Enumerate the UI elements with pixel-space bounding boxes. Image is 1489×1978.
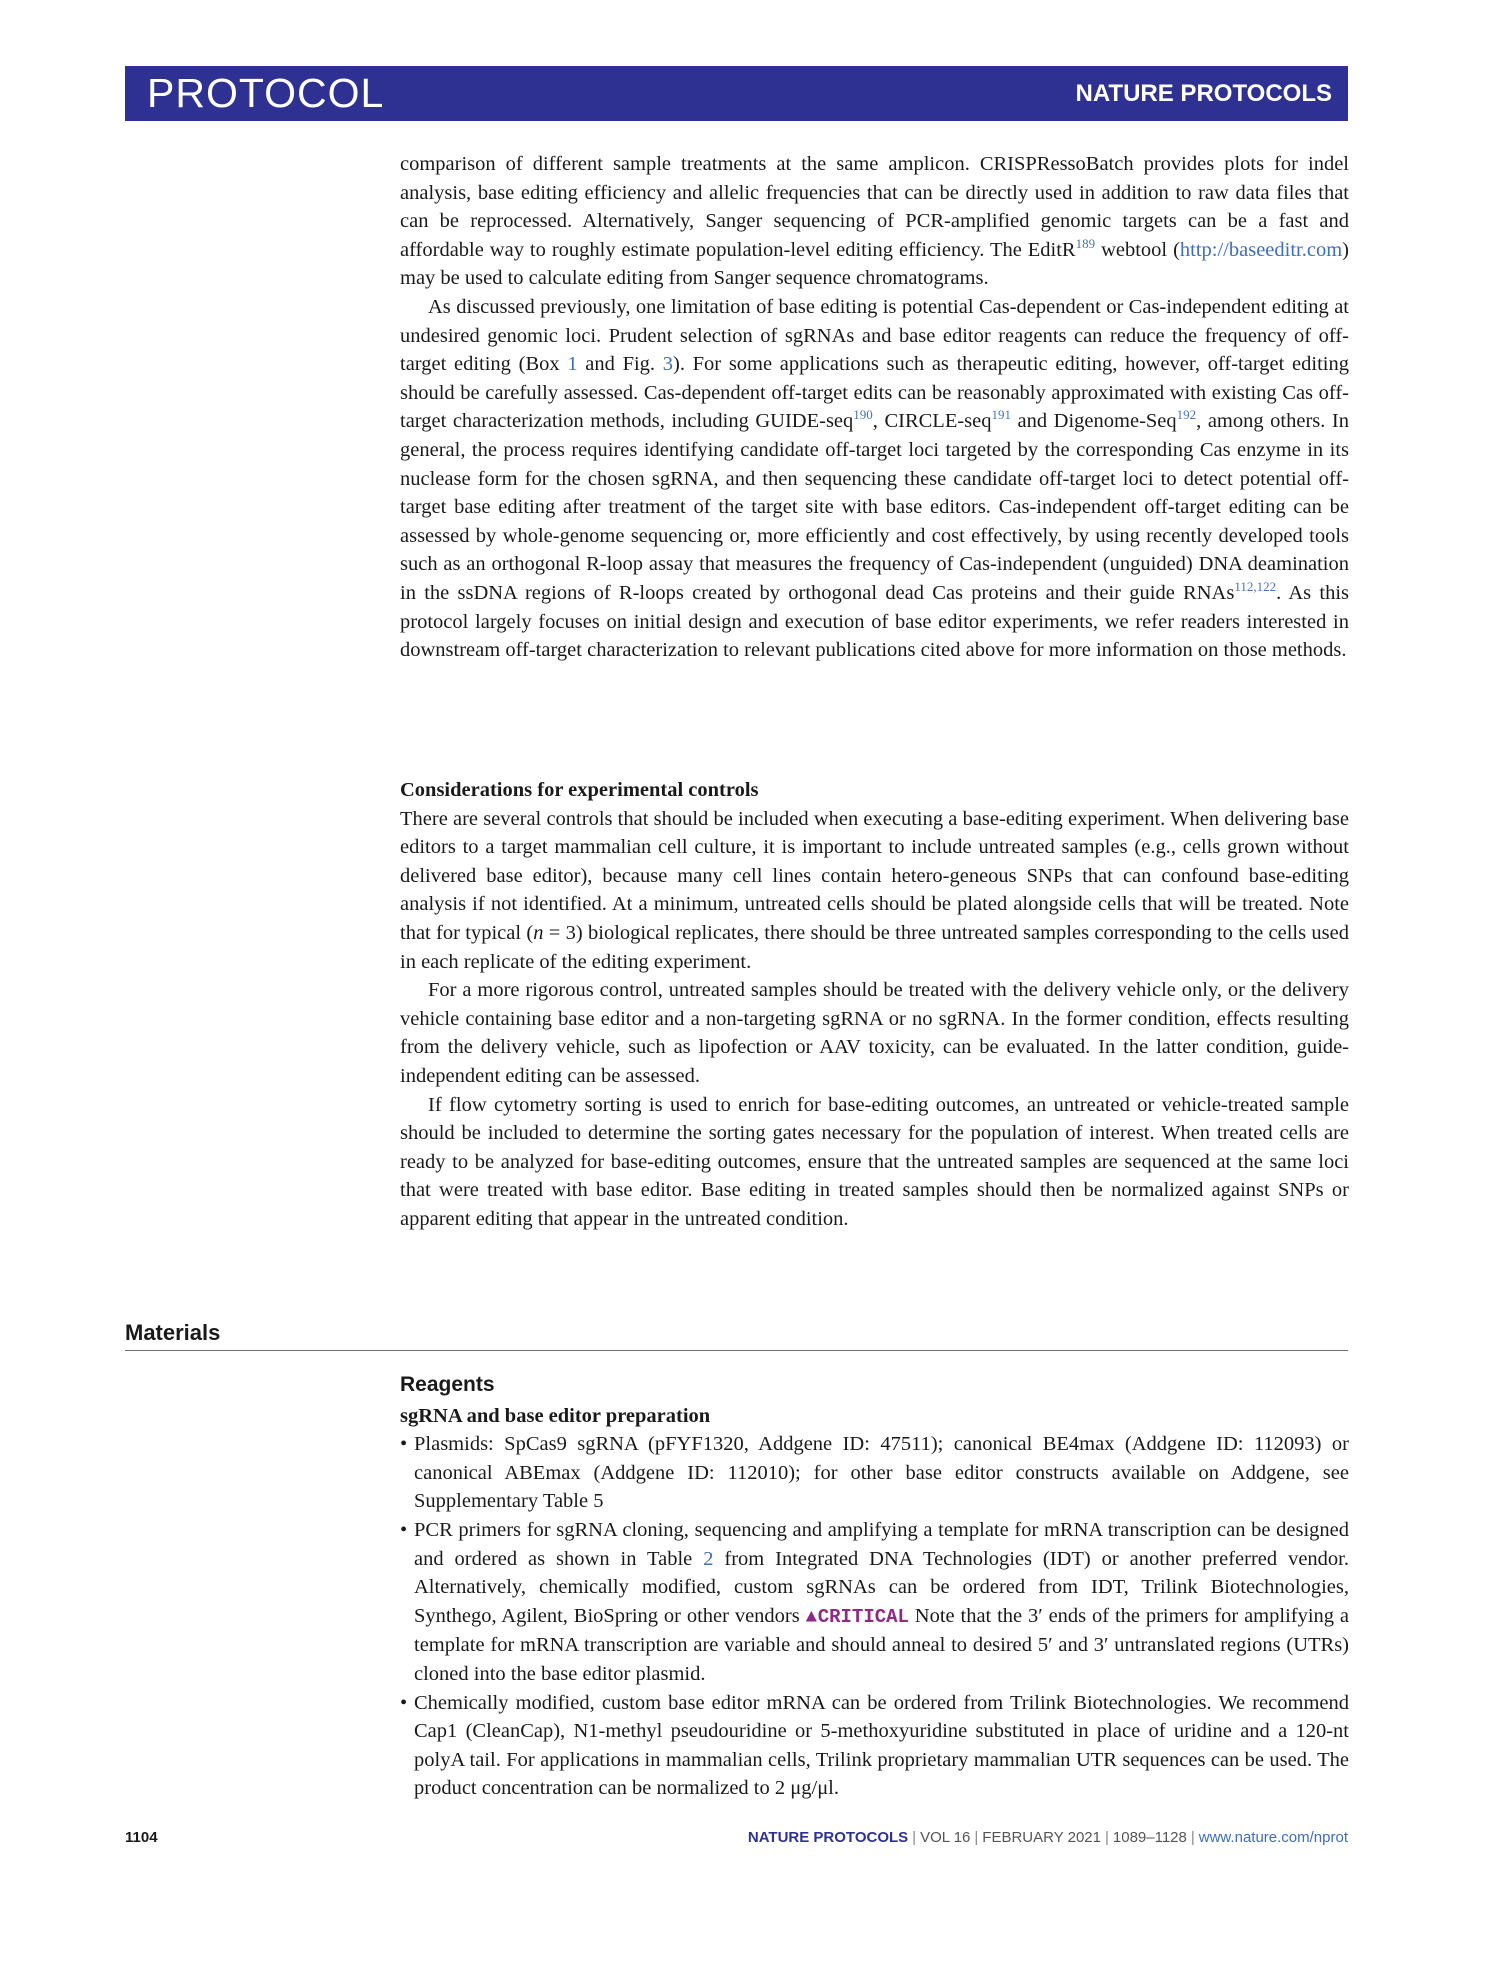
paragraph-controls-2: For a more rigorous control, untreated samples should be treated with the delivery vehicle only, or the delivery vehicle containing base editor and a non-targeting sgRNA or no sgRNA. In the former condition, effects resulting from the delivery vehicle, such as lipofection or AAV toxicity, can be evaluated. In the latter condition, guide-independent editing can be assessed. [400, 979, 1349, 1087]
list-item: • PCR primers for sgRNA cloning, sequencing and amplifying a template for mRNA transcription can be designed and ordered as shown in Table 2 from Integrated DNA Technologies (IDT) or another preferred vendor. Alternatively, chemically modified, custom sgRNAs can be ordered from IDT, Trilink Biotechnologies, Synthego, Agilent, BioSpring or other vendors ▲CRITICAL Note that the 3′ ends of the primers for amplifying a template for mRNA transcription are variable and should anneal to desired 5′ and 3′ untranslated regions (UTRs) cloned into the base editor plasmid. [400, 1516, 1349, 1689]
main-text-column [400, 150, 1349, 665]
critical-label: CRITICAL [817, 1605, 909, 1628]
page-footer [125, 1829, 1348, 1846]
paragraph-off-target: As discussed previously, one limitation of base editing is potential Cas-dependent or Cas-independent editing at undesired genomic loci. Prudent selection of sgRNAs and base editor reagents can reduce the frequency of off-target editing (Box 1 and Fig. 3). For some applications such as therapeutic editing, however, off-target editing should be carefully assessed. Cas-dependent off-target edits can be reasonably approximated with existing Cas off-target characterization methods, including GUIDE-seq$^{190}$, CIRCLE-seq$^{191}$ and Digenome-Seq$^{192}$, among others. In general, the process requires identifying candidate off-target loci targeted by the corresponding Cas enzyme in its nuclease form for the chosen sgRNA, and then sequencing these candidate off-target loci to detect potential off-target base editing after treatment of the target site with base editors. Cas-independent off-target editing can be assessed by whole-genome sequencing or, more efficiently and cost effectively, by using recently developed tools such as an orthogonal R-loop assay that measures the frequency of Cas-independent (unguided) DNA deamination in the ssDNA regions of R-loops created by orthogonal dead Cas proteins and their guide RNAs$^{112,122}$. As this protocol largely focuses on initial design and execution of base editor experiments, we refer readers interested in downstream off-target characterization to relevant publications cited above for more information on those methods. [400, 295, 1349, 662]
editr-link[interactable]: http://baseeditr.com [1179, 238, 1343, 261]
footer-pages: 1089–1128 [1112, 1829, 1187, 1846]
page-number: 1104 [125, 1829, 158, 1846]
sgrna-subheading: sgRNA and base editor preparation [400, 1404, 711, 1427]
list-item: • Plasmids: SpCas9 sgRNA (pFYF1320, Addgene ID: 47511); canonical BE4max (Addgene ID: 112093) or canonical ABEmax (Addgene ID: 112010); for other base editor constructs available on Addgene, see Supplementary Table 5 [400, 1430, 1349, 1516]
citation-112-122[interactable]: 112,122 [1234, 579, 1277, 595]
box-1-link[interactable]: 1 [567, 353, 578, 376]
materials-section-label: Materials [125, 1320, 221, 1345]
citation-190[interactable]: 190 [853, 407, 873, 423]
reagents-heading: Reagents [400, 1373, 495, 1396]
fig-3-link[interactable]: 3 [662, 353, 673, 376]
bullet-icon: • [400, 1433, 408, 1456]
bullet-icon: • [400, 1518, 408, 1541]
footer-date: FEBRUARY 2021 [982, 1829, 1101, 1846]
running-header [125, 66, 1348, 121]
controls-heading: Considerations for experimental controls [400, 779, 759, 801]
citation-189[interactable]: 189 [1075, 235, 1096, 251]
paragraph-sanger: comparison of different sample treatments at the same amplicon. CRISPRessoBatch provides plots for indel analysis, base editing efficiency and allelic frequencies that can be directly used in addition to raw data files that can be reprocessed. Alternatively, Sanger sequencing of PCR-amplified genomic targets can be a fast and affordable way to roughly estimate population-level editing efficiency. The EditR$^{189}$ webtool (http://baseeditr.com) may be used to calculate editing from Sanger sequence chromatograms. [400, 153, 1349, 290]
section-divider [125, 1350, 1348, 1351]
table-2-link[interactable]: 2 [703, 1547, 714, 1570]
citation-191[interactable]: 191 [991, 407, 1011, 423]
list-item: • Chemically modified, custom base editor mRNA can be ordered from Trilink Biotechnologies. We recommend Cap1 (CleanCap), N1-methyl pseudouridine or 5-methoxyuridine substituted in place of uridine and a 120-nt polyA tail. For applications in mammalian cells, Trilink proprietary mammalian UTR sequences can be used. The product concentration can be normalized to 2 μg/μl. [400, 1689, 1349, 1803]
header-section-label: PROTOCOL [147, 70, 385, 116]
reagents-section [400, 1371, 1349, 1803]
header-journal-name: NATURE PROTOCOLS [1075, 79, 1332, 107]
journal-citation: NATURE PROTOCOLS | VOL 16 | FEBRUARY 2021 | 1089–1128 | www.nature.com/nprot [747, 1829, 1348, 1846]
paragraph-controls-3: If flow cytometry sorting is used to enrich for base-editing outcomes, an untreated or vehicle-treated sample should be included to determine the sorting gates necessary for the population of interest. When treated cells are ready to be analyzed for base-editing outcomes, ensure that the untreated samples are sequenced at the same loci that were treated with base editor. Base editing in treated samples should then be normalized against SNPs or apparent editing that appear in the untreated condition. [400, 1093, 1349, 1230]
reagent-list [400, 1430, 1349, 1803]
critical-warning-icon: ▲ [805, 1605, 818, 1628]
controls-section [400, 776, 1349, 1234]
bullet-icon: • [400, 1691, 408, 1714]
paragraph-controls-1: There are several controls that should be included when executing a base-editing experiment. When delivering base editors to a target mammalian cell culture, it is important to include untreated samples (e.g., cells grown without delivered base editor), because many cell lines contain hetero-geneous SNPs that can confound base-editing analysis if not identified. At a minimum, untreated cells should be plated alongside cells that will be treated. Note that for typical (n = 3) biological replicates, there should be three untreated samples corresponding to the cells used in each replicate of the editing experiment. [400, 807, 1349, 973]
footer-journal: NATURE PROTOCOLS [747, 1829, 909, 1846]
footer-url-link[interactable]: www.nature.com/nprot [1198, 1829, 1348, 1846]
citation-192[interactable]: 192 [1176, 407, 1197, 423]
footer-volume: VOL 16 [920, 1829, 971, 1846]
